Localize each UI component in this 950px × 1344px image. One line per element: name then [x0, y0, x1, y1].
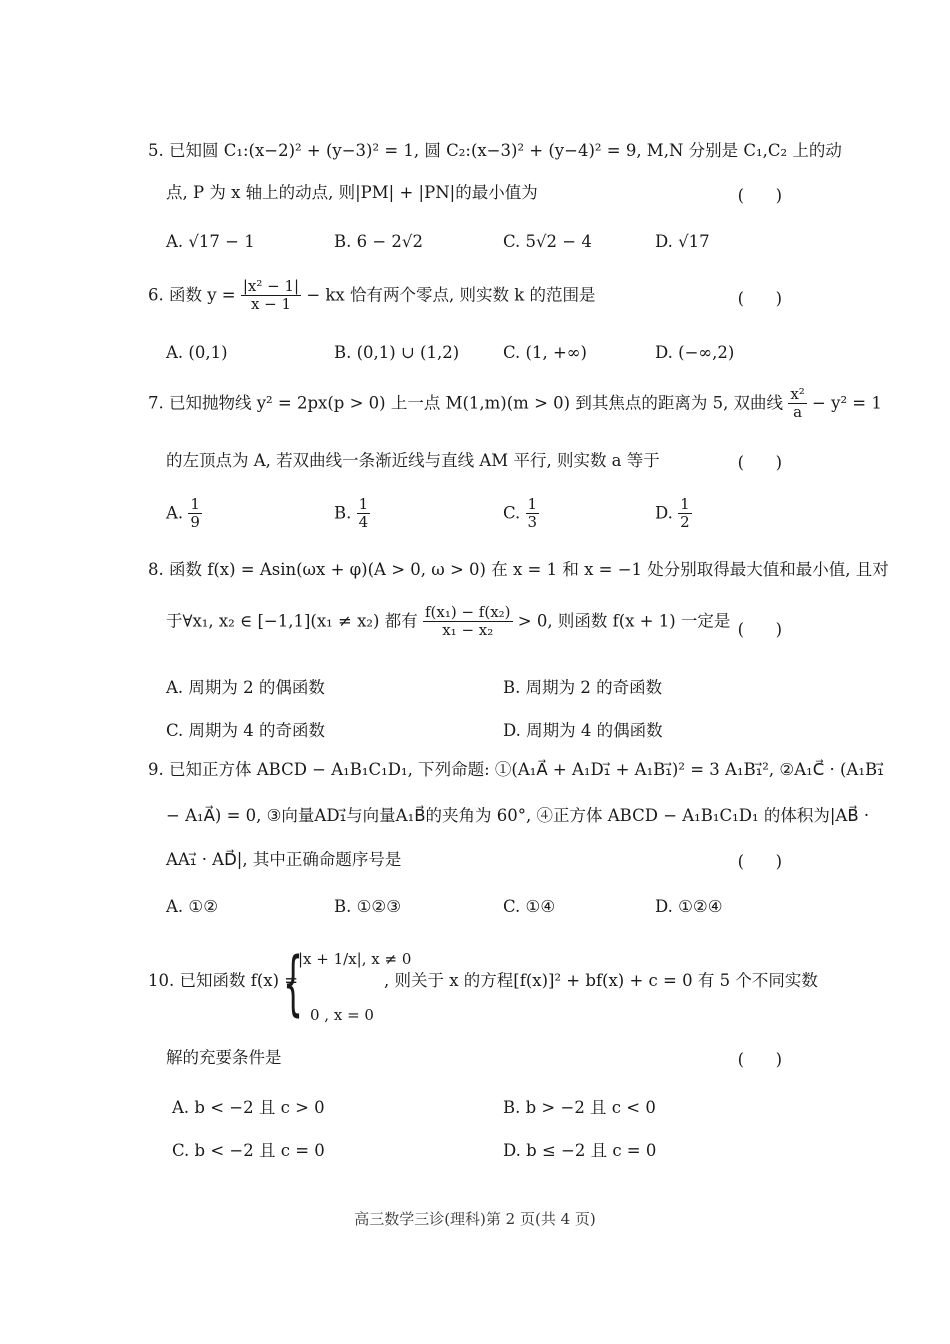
- q9-line1: 9. 已知正方体 ABCD − A₁B₁C₁D₁, 下列命题: ①(A₁A⃗ + A₁D₁⃗ + A₁B₁⃗)² = 3 A₁B₁⃗², ②A₁C⃗ · (A₁B₁⃗: [148, 760, 884, 779]
- q8-answer-paren: ( ): [737, 620, 782, 639]
- q5-option-c: C. 5√2 − 4: [503, 232, 592, 251]
- q6-option-a: A. (0,1): [166, 343, 228, 362]
- q10-suffix: , 则关于 x 的方程[f(x)]² + bf(x) + c = 0 有 5 个不同实数: [384, 971, 818, 990]
- q9-answer-paren: ( ): [737, 852, 782, 871]
- q10-line2: 解的充要条件是: [166, 1048, 282, 1067]
- q6-prefix: 6. 函数 y =: [148, 285, 236, 305]
- q10-case1: |x + 1/x|, x ≠ 0: [298, 950, 412, 968]
- q7-option-c: [503, 496, 539, 532]
- q9-option-a: A. ①②: [166, 897, 218, 916]
- q7-option-c-fraction: [526, 496, 540, 532]
- q8-line2-b: > 0, 则函数 f(x + 1) 一定是: [517, 611, 731, 631]
- q10-option-b: B. b > −2 且 c < 0: [503, 1098, 656, 1117]
- q10-option-d: D. b ≤ −2 且 c = 0: [503, 1141, 657, 1160]
- q7-option-b-fraction: [357, 496, 371, 532]
- q7-line2: 的左顶点为 A, 若双曲线一条渐近线与直线 AM 平行, 则实数 a 等于: [166, 451, 660, 470]
- q5-line2: 点, P 为 x 轴上的动点, 则|PM| + |PN|的最小值为: [166, 183, 538, 202]
- q7-fraction-num: x²: [790, 385, 805, 403]
- q5-option-b: B. 6 − 2√2: [334, 232, 423, 251]
- q7-option-b-num: 1: [358, 495, 369, 513]
- q9-option-c: C. ①④: [503, 897, 556, 916]
- q7-line1-b: − y² = 1: [812, 393, 882, 413]
- q7-option-c-num: 1: [527, 495, 538, 513]
- q10-case2: 0 , x = 0: [310, 1006, 374, 1024]
- q8-option-c: C. 周期为 4 的奇函数: [166, 721, 326, 740]
- q10-answer-paren: ( ): [737, 1050, 782, 1069]
- q7-option-d-fraction: [678, 496, 692, 532]
- q10-option-c: C. b < −2 且 c = 0: [172, 1141, 325, 1160]
- q6-option-d: D. (−∞,2): [655, 343, 735, 362]
- q8-option-b: B. 周期为 2 的奇函数: [503, 678, 663, 697]
- q8-option-d: D. 周期为 4 的偶函数: [503, 721, 663, 740]
- q7-line1: [148, 386, 882, 422]
- q8-option-a: A. 周期为 2 的偶函数: [166, 678, 325, 697]
- piecewise-brace: {: [283, 942, 304, 1024]
- q9-option-d: D. ①②④: [655, 897, 723, 916]
- q6-fraction: [241, 278, 301, 314]
- page-footer: 高三数学三诊(理科)第 2 页(共 4 页): [354, 1210, 596, 1228]
- q7-option-d: [655, 496, 692, 532]
- q5-line1: 5. 已知圆 C₁:(x−2)² + (y−3)² = 1, 圆 C₂:(x−3)² + (y−4)² = 9, M,N 分别是 C₁,C₂ 上的动: [148, 141, 842, 160]
- q7-answer-paren: ( ): [737, 453, 782, 472]
- q6-option-b: B. (0,1) ∪ (1,2): [334, 343, 460, 362]
- q7-line1-a: 7. 已知抛物线 y² = 2px(p > 0) 上一点 M(1,m)(m > 0) 到其焦点的距离为 5, 双曲线: [148, 393, 784, 413]
- q7-option-d-letter: D.: [655, 503, 673, 523]
- q6-fraction-den: x − 1: [250, 295, 292, 314]
- q7-option-a-fraction: [188, 496, 202, 532]
- q7-option-b: [334, 496, 370, 532]
- q10-option-a: A. b < −2 且 c > 0: [172, 1098, 325, 1117]
- q10-prefix: 10. 已知函数 f(x) =: [148, 971, 299, 990]
- q8-line2-a: 于∀x₁, x₂ ∈ [−1,1](x₁ ≠ x₂) 都有: [166, 611, 418, 631]
- q6-answer-paren: ( ): [737, 289, 782, 308]
- q8-fraction: [423, 604, 513, 640]
- q6-suffix: − kx 恰有两个零点, 则实数 k 的范围是: [306, 285, 596, 305]
- q7-option-a-num: 1: [190, 495, 200, 513]
- q8-fraction-num: f(x₁) − f(x₂): [424, 603, 511, 621]
- q7-option-d-den: 2: [680, 513, 690, 532]
- q8-fraction-den: x₁ − x₂: [442, 621, 494, 640]
- q8-line1: 8. 函数 f(x) = Asin(ωx + φ)(A > 0, ω > 0) 在 x = 1 和 x = −1 处分别取得最大值和最小值, 且对: [148, 560, 889, 579]
- q7-option-a-den: 9: [190, 513, 200, 532]
- q9-line2: − A₁A⃗) = 0, ③向量AD₁⃗与向量A₁B⃗的夹角为 60°, ④正方体 ABCD − A₁B₁C₁D₁ 的体积为|AB⃗ ·: [166, 806, 870, 825]
- q5-option-a: A. √17 − 1: [166, 232, 255, 251]
- q8-line2: [166, 604, 730, 640]
- q6-option-c: C. (1, +∞): [503, 343, 587, 362]
- q7-option-d-num: 1: [680, 495, 690, 513]
- q9-option-b: B. ①②③: [334, 897, 401, 916]
- q6-fraction-num: |x² − 1|: [242, 277, 300, 295]
- q7-option-b-den: 4: [358, 513, 369, 532]
- q7-fraction: [788, 386, 806, 422]
- q7-option-b-letter: B.: [334, 503, 352, 523]
- q5-option-d: D. √17: [655, 232, 710, 251]
- q6-line1: [148, 278, 595, 314]
- q7-option-c-den: 3: [527, 513, 538, 532]
- q7-option-a-letter: A.: [166, 503, 184, 523]
- q7-fraction-den: a: [793, 403, 803, 422]
- q9-line3: AA₁⃗ · AD⃗|, 其中正确命题序号是: [166, 850, 402, 869]
- q5-answer-paren: ( ): [737, 186, 782, 205]
- q7-option-a: [166, 496, 202, 532]
- q7-option-c-letter: C.: [503, 503, 521, 523]
